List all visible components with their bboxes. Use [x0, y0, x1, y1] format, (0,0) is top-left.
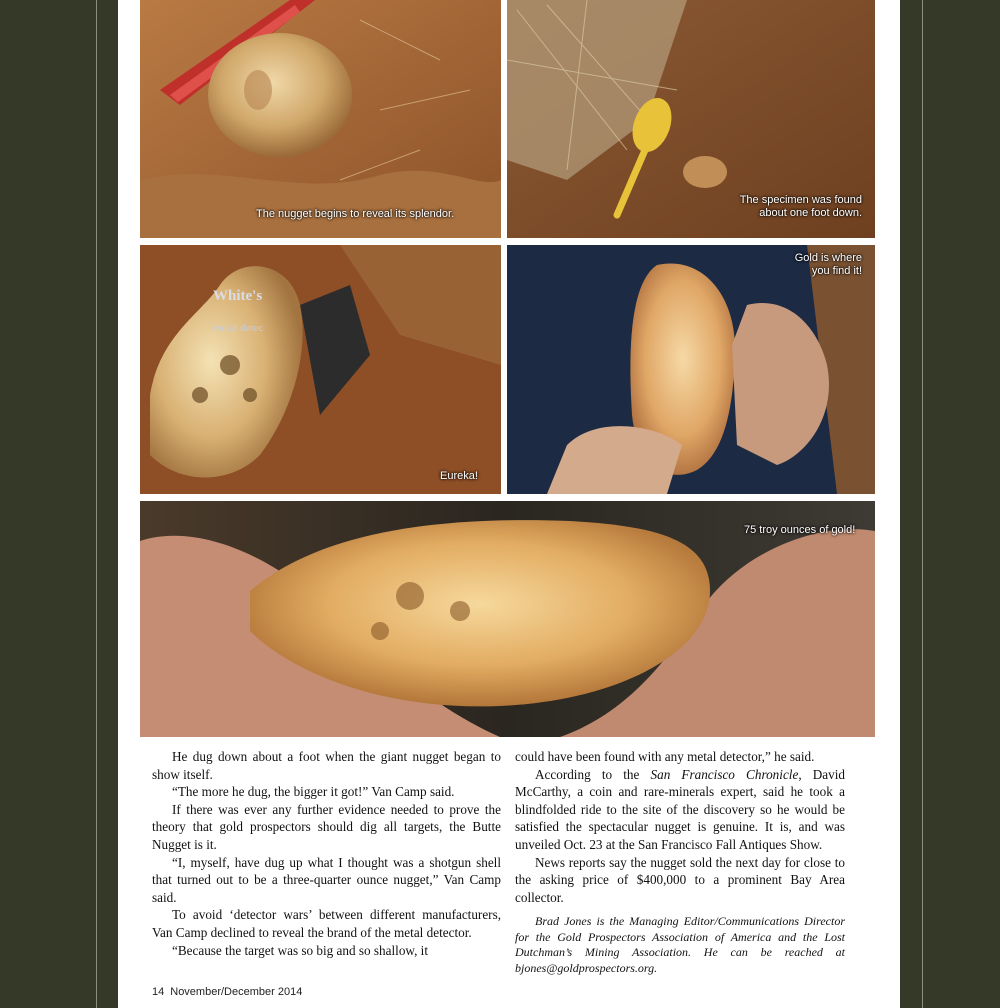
frame-line-right — [922, 0, 923, 1008]
page-number: 14 — [152, 986, 165, 998]
caption-photo1: The nugget begins to reveal its splendor. — [256, 208, 455, 220]
shirt-logo-text: White's — [213, 288, 263, 304]
frame-line-left — [96, 0, 97, 1008]
caption-photo4: Gold is where you find it! — [794, 252, 862, 277]
author-bio: Brad Jones is the Managing Editor/Communications Director for the Gold Prospectors Association of America and the Lost Dutchman’s Mining Association. He can be reached at bjones@goldprospectors.org. — [515, 914, 845, 975]
page-footer — [152, 986, 308, 998]
photo-gold-where-you-find-it — [507, 245, 875, 494]
photo-nugget-revealed — [140, 0, 501, 238]
caption-photo2: The specimen was found about one foot down. — [739, 194, 862, 219]
magazine-page — [118, 0, 900, 1008]
paragraph: “Because the target was so big and so shallow, it — [172, 942, 428, 958]
caption-photo3: Eureka! — [440, 470, 478, 482]
paragraph: News reports say the nugget sold the next day for close to the asking price of $400,000 to a prominent Bay Area collector. — [515, 854, 845, 905]
paragraph: “I, myself, have dug up what I thought was a shotgun shell that turned out to be a three-quarter ounce nugget,” Van Camp said. — [152, 854, 501, 905]
paragraph: could have been found with any metal detector,” he said. — [515, 749, 815, 764]
paragraph-chronicle: According to the San Francisco Chronicle, David McCarthy, a coin and rare-minerals expert, said he took a blindfolded ride to the site of the discovery so he would be satisfied the spectacular nugget is genuine. It is, and was unveiled Oct. 23 at the San Francisco Fall Antiques Show. — [515, 766, 846, 852]
article-column-right — [515, 748, 845, 976]
paragraph: “The more he dug, the bigger it got!” Van Camp said. — [172, 784, 455, 800]
caption-photo5: 75 troy ounces of gold! — [744, 524, 856, 536]
issue-date: November/December 2014 — [170, 986, 303, 998]
shirt-subtext: metal detec — [213, 322, 264, 334]
source-name: San Francisco Chronicle — [650, 766, 799, 782]
paragraph: If there was ever any further evidence needed to prove the theory that gold prospectors should dig all targets, the Butte Nugget is it. — [152, 801, 501, 852]
photo-eureka — [140, 245, 501, 494]
article-column-left — [152, 748, 501, 959]
paragraph: He dug down about a foot when the giant nugget began to show itself. — [152, 749, 501, 782]
paragraph: To avoid ‘detector wars’ between different manufacturers, Van Camp declined to reveal the brand of the metal detector. — [152, 907, 501, 940]
